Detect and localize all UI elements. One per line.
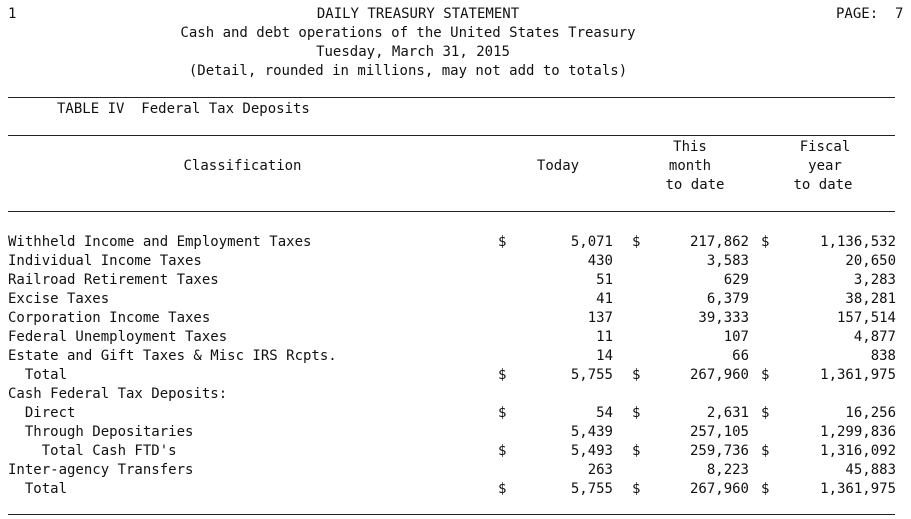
fiscal-dollar-sign: $ xyxy=(761,481,770,497)
row-label: Corporation Income Taxes xyxy=(8,310,211,326)
today-dollar-sign: $ xyxy=(498,234,507,250)
row-label: Estate and Gift Taxes & Misc IRS Rcpts. xyxy=(8,348,337,364)
month-dollar-sign: $ xyxy=(632,367,641,383)
month-dollar-sign: $ xyxy=(632,234,641,250)
fiscal-value: 45,883 xyxy=(845,462,896,478)
month-value: 8,223 xyxy=(706,462,749,478)
month-value: 257,105 xyxy=(689,424,749,440)
row-label: Total Cash FTD's xyxy=(8,443,177,459)
row-label: Excise Taxes xyxy=(8,291,110,307)
page-number: 7 xyxy=(895,6,904,22)
column-classification: Classification xyxy=(183,158,302,174)
fiscal-value: 157,514 xyxy=(836,310,896,326)
row-label: Total xyxy=(8,481,68,497)
month-value: 6,379 xyxy=(706,291,749,307)
fiscal-value: 1,316,092 xyxy=(820,443,896,459)
fiscal-dollar-sign: $ xyxy=(761,367,770,383)
month-value: 107 xyxy=(723,329,749,345)
fiscal-value: 1,136,532 xyxy=(820,234,896,250)
row-label: Federal Unemployment Taxes xyxy=(8,329,228,345)
month-dollar-sign: $ xyxy=(632,443,641,459)
rule-top xyxy=(8,97,895,98)
rule-bottom xyxy=(8,514,895,515)
today-dollar-sign: $ xyxy=(498,481,507,497)
row-label: Railroad Retirement Taxes xyxy=(8,272,219,288)
statement-note: (Detail, rounded in millions, may not add to totals) xyxy=(188,63,628,79)
fiscal-value: 20,650 xyxy=(845,253,896,269)
month-value: 39,333 xyxy=(698,310,749,326)
row-label: Through Depositaries xyxy=(8,424,194,440)
today-value: 5,755 xyxy=(570,367,613,383)
table-title: TABLE IV Federal Tax Deposits xyxy=(57,101,310,117)
column-month-line-1: This xyxy=(673,139,707,155)
statement-title: DAILY TREASURY STATEMENT xyxy=(316,6,520,22)
today-value: 5,071 xyxy=(570,234,613,250)
today-value: 5,493 xyxy=(570,443,613,459)
column-month-line-3: to date xyxy=(665,177,725,193)
fiscal-value: 4,877 xyxy=(853,329,896,345)
today-value: 263 xyxy=(587,462,613,478)
fiscal-dollar-sign: $ xyxy=(761,443,770,459)
month-value: 259,736 xyxy=(689,443,749,459)
today-value: 14 xyxy=(596,348,613,364)
today-value: 5,439 xyxy=(570,424,613,440)
rule-table-body xyxy=(8,211,895,212)
statement-subtitle: Cash and debt operations of the United States Treasury xyxy=(180,25,636,41)
today-value: 41 xyxy=(596,291,613,307)
row-label: Cash Federal Tax Deposits: xyxy=(8,386,228,402)
fiscal-value: 38,281 xyxy=(845,291,896,307)
month-value: 267,960 xyxy=(689,481,749,497)
fiscal-value: 1,299,836 xyxy=(820,424,896,440)
page-index: 1 xyxy=(8,6,17,22)
fiscal-value: 838 xyxy=(870,348,896,364)
fiscal-value: 1,361,975 xyxy=(820,367,896,383)
fiscal-value: 3,283 xyxy=(853,272,896,288)
today-value: 54 xyxy=(596,405,613,421)
today-value: 137 xyxy=(587,310,613,326)
statement-date: Tuesday, March 31, 2015 xyxy=(316,44,510,60)
today-dollar-sign: $ xyxy=(498,367,507,383)
row-label: Total xyxy=(8,367,68,383)
page-label: PAGE: xyxy=(836,6,879,22)
today-dollar-sign: $ xyxy=(498,443,507,459)
column-fiscal-line-3: to date xyxy=(793,177,853,193)
today-value: 430 xyxy=(587,253,613,269)
month-value: 267,960 xyxy=(689,367,749,383)
fiscal-dollar-sign: $ xyxy=(761,234,770,250)
column-fiscal-line-2: year xyxy=(808,158,842,174)
today-dollar-sign: $ xyxy=(498,405,507,421)
rule-table-header xyxy=(8,135,895,136)
month-value: 629 xyxy=(723,272,749,288)
column-fiscal-line-1: Fiscal xyxy=(799,139,851,155)
month-dollar-sign: $ xyxy=(632,481,641,497)
row-label: Direct xyxy=(8,405,76,421)
today-value: 11 xyxy=(596,329,613,345)
month-value: 3,583 xyxy=(706,253,749,269)
month-value: 217,862 xyxy=(689,234,749,250)
row-label: Individual Income Taxes xyxy=(8,253,202,269)
row-label: Inter-agency Transfers xyxy=(8,462,194,478)
today-value: 51 xyxy=(596,272,613,288)
column-month-line-2: month xyxy=(668,158,712,174)
column-today: Today xyxy=(536,158,580,174)
fiscal-value: 1,361,975 xyxy=(820,481,896,497)
row-label: Withheld Income and Employment Taxes xyxy=(8,234,312,250)
month-value: 2,631 xyxy=(706,405,749,421)
month-value: 66 xyxy=(732,348,749,364)
today-value: 5,755 xyxy=(570,481,613,497)
fiscal-dollar-sign: $ xyxy=(761,405,770,421)
month-dollar-sign: $ xyxy=(632,405,641,421)
fiscal-value: 16,256 xyxy=(845,405,896,421)
